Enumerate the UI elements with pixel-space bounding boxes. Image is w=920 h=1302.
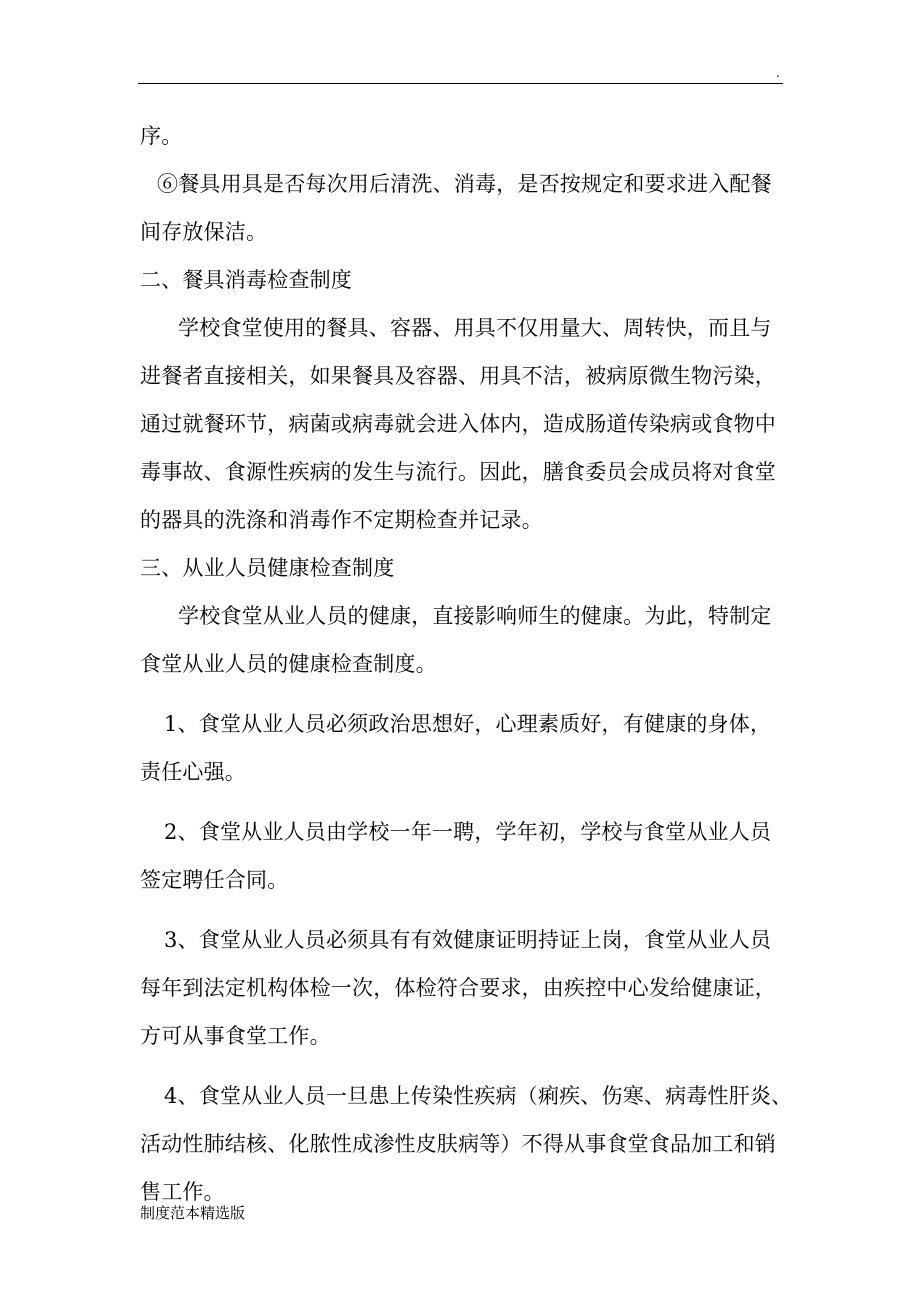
text-line: 每年到法定机构体检一次，体检符合要求，由疾控中心发给健康证，	[140, 976, 776, 1000]
text-line: 2、食堂从业人员由学校一年一聘，学年初，学校与食堂从业人员	[164, 820, 772, 844]
header-rule	[138, 83, 783, 84]
text-line: 学校食堂从业人员的健康，直接影响师生的健康。为此，特制定	[178, 604, 772, 628]
section-heading: 二、餐具消毒检查制度	[140, 268, 352, 292]
text-line: 食堂从业人员的健康检查制度。	[140, 652, 437, 676]
text-line: 1、食堂从业人员必须政治思想好，心理素质好，有健康的身体，	[164, 712, 772, 736]
text-line: 3、食堂从业人员必须具有有效健康证明持证上岗，食堂从业人员	[164, 928, 772, 952]
section-heading: 三、从业人员健康检查制度	[140, 556, 395, 580]
document-body	[140, 112, 793, 1216]
text-line: 通过就餐环节，病菌或病毒就会进入体内，造成肠道传染病或食物中	[140, 412, 776, 436]
text-line: 售工作。	[140, 1180, 225, 1204]
text-line: 4、食堂从业人员一旦患上传染性疾病（痢疾、伤寒、病毒性肝炎、	[164, 1084, 793, 1108]
text-line: 间存放保洁。	[140, 220, 268, 244]
text-line: 责任心强。	[140, 760, 246, 784]
text-line: 活动性肺结核、化脓性成渗性皮肤病等）不得从事食堂食品加工和销	[140, 1132, 776, 1156]
text-line: 方可从事食堂工作。	[140, 1024, 331, 1048]
header-mark: .	[776, 66, 780, 80]
text-line: 毒事故、食源性疾病的发生与流行。因此，膳食委员会成员将对食堂	[140, 460, 776, 484]
text-line: 进餐者直接相关，如果餐具及容器、用具不洁，被病原微生物污染，	[140, 364, 776, 388]
text-line: 序。	[140, 124, 183, 148]
text-line: 签定聘任合同。	[140, 868, 289, 892]
text-line: 学校食堂使用的餐具、容器、用具不仅用量大、周转快，而且与	[178, 316, 772, 340]
text-line: 的器具的洗涤和消毒作不定期检查并记录。	[140, 508, 543, 532]
footer-text: 制度范本精选版	[140, 1204, 246, 1222]
text-line: ⑥餐具用具是否每次用后清洗、消毒，是否按规定和要求进入配餐	[157, 172, 772, 196]
